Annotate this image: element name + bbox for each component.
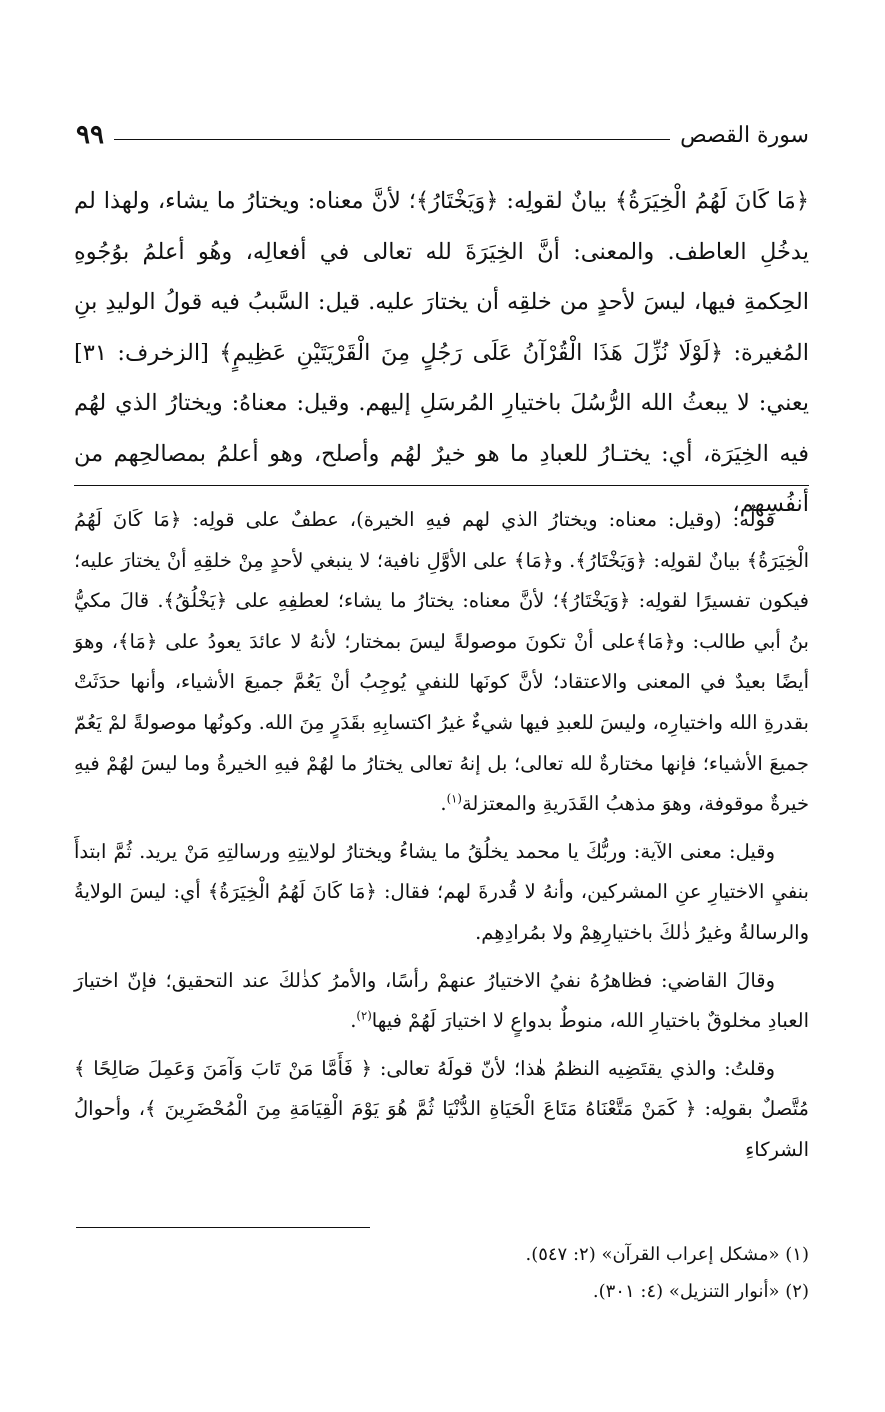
footnotes bbox=[76, 1236, 809, 1310]
footnote-ref-1[interactable]: (١) bbox=[446, 791, 462, 806]
commentary-paragraph-3: وقالَ القاضي: فظاهرُهُ نفيُ الاختيارُ عنهمْ رأسًا، والأمرُ كذٰلكَ عند التحقيق؛ فإنّ اختيارَ العبادِ مخلوقٌ باختيارِ الله، منوطٌ بدواعٍ لا اختيارَ لَهُمْ فيها$^{(٢)}$. bbox=[74, 968, 809, 1033]
header-rule bbox=[114, 139, 670, 140]
commentary-paragraph-3-text: وقالَ القاضي: فظاهرُهُ نفيُ الاختيارُ عنهمْ رأسًا، والأمرُ كذٰلكَ عند التحقيق؛ فإنّ اختيارَ العبادِ مخلوقٌ باختيارِ الله، منوطٌ بدواعٍ لا اختيارَ لَهُمْ فيها bbox=[74, 968, 809, 1033]
footnote-2: (٢) «أنوار التنزيل» (٤: ٣٠١). bbox=[592, 1281, 809, 1302]
footnote-separator bbox=[76, 1227, 370, 1228]
footnote-1: (١) «مشكل إعراب القرآن» (٢: ٥٤٧). bbox=[525, 1244, 809, 1265]
surah-title: سورة القصص bbox=[680, 123, 809, 148]
commentary-paragraph-2: وقيل: معنى الآية: وربُّكَ يا محمد يخلُقُ ما يشاءُ ويختارُ لولايتِهِ ورسالتِهِ مَنْ يريد. ثُمَّ ابتدأَ بنفيِ الاختيارِ عنِ المشركين، وأنهُ لا قُدرةَ لهم؛ فقال: ﴿مَا كَانَ لَهُمُ الْخِيَرَةُ﴾ أي: ليسَ الولايةُ والرسالةُ وغيرُ ذٰلكَ باختيارِهِمْ ولا بمُرادِهِم. bbox=[74, 839, 809, 944]
commentary-paragraph-4: وقلتُ: والذي يقتَضِيه النظمُ هٰذا؛ لأنّ قولَهُ تعالى: ﴿ فَأَمَّا مَنْ تَابَ وَآمَنَ وَعَمِلَ صَالِحًا ﴾ مُتَّصلٌ بقولِه: ﴿ كَمَنْ مَتَّعْنَاهُ مَتَاعَ الْحَيَاةِ الدُّنْيَا ثُمَّ هُوَ يَوْمَ الْقِيَامَةِ مِنَ الْمُحْضَرِينَ ﴾، وأحوالُ الشركاءِ bbox=[74, 1056, 809, 1161]
main-text-separator bbox=[74, 485, 809, 486]
page-number: ٩٩ bbox=[76, 120, 104, 150]
page-header bbox=[76, 112, 809, 152]
commentary-paragraph-1-text: قولُه: (وقيل: معناه: ويختارُ الذي لهم فيهِ الخيرة)، عطفٌ على قولِه: ﴿مَا كَانَ لَهُمُ الْخِيَرَةُ﴾ بيانٌ لقولِه: ﴿وَيَخْتَارُ﴾. و﴿مَا﴾ على الأوَّلِ نافية؛ لا ينبغي لأحدٍ مِنْ خلقِهِ أنْ يختارَ عليه؛ فيكون تفسيرًا لقولِه: ﴿وَيَخْتَارُ﴾؛ لأنَّ معناه: يختارُ ما يشاء؛ لعطفِهِ على ﴿يَخْلُقُ﴾. قالَ مكيُّ بنُ أبي طالب: و﴿مَا﴾على أنْ تكونَ موصولةً ليسَ بمختار؛ لأنهُ لا عائدَ يعودُ على ﴿مَا﴾، وهوَ أيضًا بعيدٌ في المعنى والاعتقاد؛ لأنَّ كونَها للنفيِ يُوجِبُ أنْ يَعُمَّ جميعَ الأشياء، وأنها حدَثَتْ بقدرةِ الله واختيارِه، وليسَ للعبدِ فيها شيءٌ غيرُ اكتسابِهِ بقَدَرٍ مِنَ الله. وكونُها موصولةً لمْ يَعُمّ جميعَ الأشياء؛ فإنها مختارةٌ لله تعالى؛ بل إنهُ تعالى يختارُ ما لهُمْ فيهِ الخيرةُ وما ليسَ لهُمْ فيهِ خيرةٌ موقوفة، وهوَ مذهبُ القَدَريةِ والمعتزلة bbox=[74, 508, 809, 816]
main-text: ﴿مَا كَانَ لَهُمُ الْخِيَرَةُ﴾ بيانٌ لقولِه: ﴿وَيَخْتَارُ﴾؛ لأنَّ معناه: ويختارُ ما يشاء، ولهذا لم يدخُلِ العاطف. والمعنى: أنَّ الخِيَرَةَ لله تعالى في أفعالِه، وهُو أعلمُ بوُجُوهِ الحِكمةِ فيها، ليسَ لأحدٍ من خلقِه أن يختارَ عليه. قيل: السَّببُ فيه قولُ الوليدِ بنِ المُغيرة: ﴿لَوْلَا نُزِّلَ هَذَا الْقُرْآنُ عَلَى رَجُلٍ مِنَ الْقَرْيَتَيْنِ عَظِيمٍ﴾ [الزخرف: ٣١] يعني: لا يبعثُ الله الرُّسُلَ باختيارِ المُرسَلِ إليهم. وقيل: معناهُ: ويختارُ الذي لهُم فيه الخِيَرَة، أي: يختـارُ للعبادِ ما هو خيرٌ لهُم وأصلح، وهو أعلمُ بمصالحِهم من أنفُسِهم، bbox=[74, 188, 809, 517]
footnote-ref-2[interactable]: (٢) bbox=[356, 1008, 372, 1023]
commentary-paragraph-1: قولُه: (وقيل: معناه: ويختارُ الذي لهم فيهِ الخيرة)، عطفٌ على قولِه: ﴿مَا كَانَ لَهُمُ الْخِيَرَةُ﴾ بيانٌ لقولِه: ﴿وَيَخْتَارُ﴾. و﴿مَا﴾ على الأوَّلِ نافية؛ لا ينبغي لأحدٍ مِنْ خلقِهِ أنْ يختارَ عليه؛ فيكون تفسيرًا لقولِه: ﴿وَيَخْتَارُ﴾؛ لأنَّ معناه: يختارُ ما يشاء؛ لعطفِهِ على ﴿يَخْلُقُ﴾. قالَ مكيُّ بنُ أبي طالب: و﴿مَا﴾على أنْ تكونَ موصولةً ليسَ بمختار؛ لأنهُ لا عائدَ يعودُ على ﴿مَا﴾، وهوَ أيضًا بعيدٌ في المعنى والاعتقاد؛ لأنَّ كونَها للنفيِ يُوجِبُ أنْ يَعُمَّ جميعَ الأشياء، وأنها حدَثَتْ بقدرةِ الله واختيارِه، وليسَ للعبدِ فيها شيءٌ غيرُ اكتسابِهِ بقَدَرٍ مِنَ الله. وكونُها موصولةً لمْ يَعُمّ جميعَ الأشياء؛ فإنها مختارةٌ لله تعالى؛ بل إنهُ تعالى يختارُ ما لهُمْ فيهِ الخيرةُ وما ليسَ لهُمْ فيهِ خيرةٌ موقوفة، وهوَ مذهبُ القَدَريةِ والمعتزلة$^{(١)}$. bbox=[74, 508, 809, 816]
commentary bbox=[74, 500, 809, 1178]
